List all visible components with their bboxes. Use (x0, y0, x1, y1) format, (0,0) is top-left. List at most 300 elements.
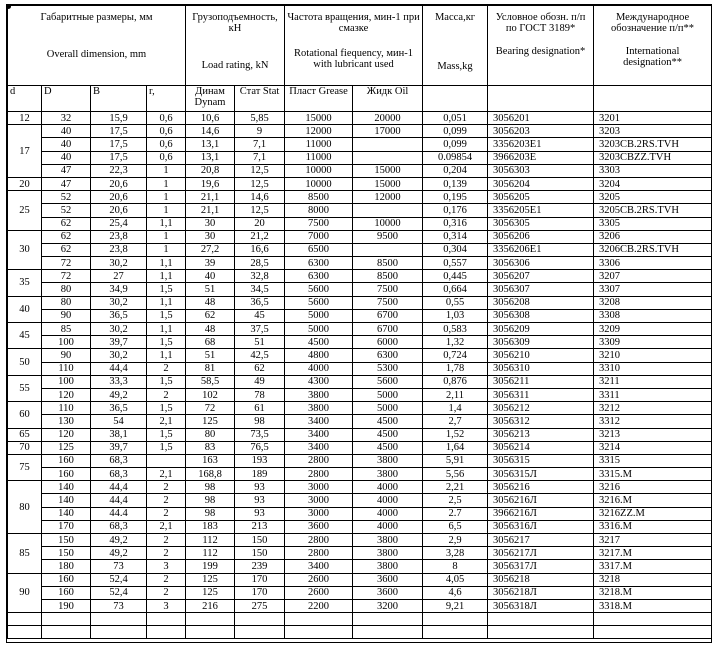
table-cell: 5600 (285, 296, 353, 309)
table-cell: 6000 (353, 336, 423, 349)
table-cell: 7,1 (235, 151, 285, 164)
table-cell: 1,5 (147, 402, 186, 415)
cell-bore-d: 20 (8, 177, 42, 190)
table-cell: 12000 (353, 191, 423, 204)
table-cell: 15,9 (91, 112, 147, 125)
cell-bore-d: 50 (8, 349, 42, 375)
table-cell: 3,28 (423, 547, 488, 560)
table-cell: 73 (91, 599, 147, 612)
table-cell: 3201 (594, 112, 712, 125)
table-cell: 150 (42, 547, 91, 560)
table-cell: 3966216Л (488, 507, 594, 520)
table-cell: 3315 (594, 454, 712, 467)
table-cell: 2,1 (147, 468, 186, 481)
table-cell: 1,78 (423, 362, 488, 375)
table-cell: 4500 (353, 415, 423, 428)
table-row (8, 125, 712, 138)
table-cell: 47 (42, 177, 91, 190)
empty-cell (353, 626, 423, 639)
empty-cell (186, 626, 235, 639)
table-cell: 3056218 (488, 573, 594, 586)
table-row (8, 547, 712, 560)
table-cell: 2 (147, 547, 186, 560)
table-cell: 3216ZZ.M (594, 507, 712, 520)
table-cell: 23,8 (91, 230, 147, 243)
table-cell: 3056208 (488, 296, 594, 309)
table-cell: 3056216Л (488, 494, 594, 507)
bearing-spec-sheet (6, 4, 712, 643)
table-cell: 4,05 (423, 573, 488, 586)
empty-cell (8, 626, 42, 639)
col-dynamic: Динам Dynam (186, 86, 235, 112)
table-cell: 2600 (285, 586, 353, 599)
table-cell: 19,6 (186, 177, 235, 190)
table-cell: 33,3 (91, 375, 147, 388)
table-cell: 2,1 (147, 520, 186, 533)
table-cell: 189 (235, 468, 285, 481)
table-cell: 3056211 (488, 375, 594, 388)
table-cell: 36,5 (91, 309, 147, 322)
table-cell: 3800 (353, 560, 423, 573)
col-gost (488, 86, 594, 112)
table-cell: 4500 (353, 428, 423, 441)
table-cell: 0,55 (423, 296, 488, 309)
table-cell: 40 (42, 138, 91, 151)
table-cell: 5600 (285, 283, 353, 296)
table-cell: 170 (235, 586, 285, 599)
table-cell: 3056204 (488, 177, 594, 190)
empty-cell (42, 626, 91, 639)
table-cell: 8500 (285, 191, 353, 204)
table-cell: 3056217 (488, 534, 594, 547)
col-static: Стат Stat (235, 86, 285, 112)
table-cell: 3056307 (488, 283, 594, 296)
table-cell: 30,2 (91, 349, 147, 362)
table-cell: 49,2 (91, 547, 147, 560)
table-row (8, 520, 712, 533)
table-cell: 3056212 (488, 402, 594, 415)
table-cell: 3310 (594, 362, 712, 375)
table-cell: 3056207 (488, 270, 594, 283)
table-cell: 98 (186, 494, 235, 507)
table-cell: 8500 (353, 257, 423, 270)
table-cell: 170 (235, 573, 285, 586)
table-cell: 0,204 (423, 164, 488, 177)
table-cell: 30 (186, 217, 235, 230)
table-row (8, 191, 712, 204)
table-cell: 14,6 (235, 191, 285, 204)
table-cell: 12,5 (235, 177, 285, 190)
table-cell: 30,2 (91, 296, 147, 309)
table-cell: 3056316Л (488, 520, 594, 533)
header-speed: Частота вращения, мин-1 при смазке Rotational fiequency, мин-1 with lubricant used (285, 6, 423, 86)
table-cell: 3206 (594, 230, 712, 243)
table-cell: 3207 (594, 270, 712, 283)
table-cell: 0,445 (423, 270, 488, 283)
table-cell: 85 (42, 323, 91, 336)
table-cell: 4500 (285, 336, 353, 349)
table-cell: 3315.M (594, 468, 712, 481)
table-cell: 20,6 (91, 191, 147, 204)
table-cell: 3800 (353, 454, 423, 467)
table-cell: 0,6 (147, 151, 186, 164)
table-cell: 12,5 (235, 204, 285, 217)
table-cell: 48 (186, 296, 235, 309)
table-cell: 21,1 (186, 191, 235, 204)
table-cell: 3966203E (488, 151, 594, 164)
table-cell: 7,1 (235, 138, 285, 151)
table-row (8, 309, 712, 322)
table-cell: 3000 (285, 481, 353, 494)
empty-cell (147, 613, 186, 626)
table-cell: 3311 (594, 388, 712, 401)
table-cell: 3056315Л (488, 468, 594, 481)
table-row (8, 454, 712, 467)
table-cell: 1 (147, 164, 186, 177)
table-cell: 3800 (285, 402, 353, 415)
table-row (8, 243, 712, 256)
table-cell: 1,1 (147, 270, 186, 283)
table-cell: 30,2 (91, 323, 147, 336)
table-cell: 120 (42, 388, 91, 401)
table-cell: 1 (147, 230, 186, 243)
table-row (8, 534, 712, 547)
table-cell: 47 (42, 164, 91, 177)
table-cell: 3056317Л (488, 560, 594, 573)
table-cell: 21,1 (186, 204, 235, 217)
col-B: B (91, 86, 147, 112)
table-cell: 0,6 (147, 112, 186, 125)
cell-bore-d: 40 (8, 296, 42, 322)
table-cell: 27,2 (186, 243, 235, 256)
table-cell: 3208 (594, 296, 712, 309)
table-cell: 6300 (285, 270, 353, 283)
header-gost: Условное обозн. п/п по ГОСТ 3189* Bearing designation* (488, 6, 594, 86)
table-cell: 40 (42, 125, 91, 138)
col-oil: Жидк Oil (353, 86, 423, 112)
table-cell: 1 (147, 243, 186, 256)
table-cell: 110 (42, 402, 91, 415)
table-row (8, 375, 712, 388)
table-cell: 3400 (285, 560, 353, 573)
table-cell: 3056216 (488, 481, 594, 494)
table-cell: 2.7 (423, 507, 488, 520)
table-cell: 51 (235, 336, 285, 349)
table-cell: 52,4 (91, 586, 147, 599)
table-body (8, 112, 712, 639)
table-cell: 100 (42, 375, 91, 388)
table-cell: 93 (235, 507, 285, 520)
table-cell: 3600 (353, 573, 423, 586)
table-cell: 15000 (353, 164, 423, 177)
table-cell: 3307 (594, 283, 712, 296)
header-load-rating: Грузоподъемность, кН Load rating, kN (186, 6, 285, 86)
cell-bore-d: 17 (8, 125, 42, 178)
empty-cell (594, 626, 712, 639)
table-cell (353, 151, 423, 164)
table-cell: 12000 (285, 125, 353, 138)
table-row (8, 164, 712, 177)
table-cell: 0,724 (423, 349, 488, 362)
col-grease: Пласт Grease (285, 86, 353, 112)
table-cell: 80 (186, 428, 235, 441)
table-cell: 51 (186, 283, 235, 296)
table-cell: 38,1 (91, 428, 147, 441)
table-cell: 8500 (353, 270, 423, 283)
table-cell: 3056306 (488, 257, 594, 270)
table-cell: 3206CB.2RS.TVH (594, 243, 712, 256)
table-cell: 51 (186, 349, 235, 362)
cell-bore-d: 80 (8, 481, 42, 534)
table-cell: 0.09854 (423, 151, 488, 164)
table-cell: 5000 (353, 402, 423, 415)
table-cell: 2,5 (423, 494, 488, 507)
table-cell: 5600 (353, 375, 423, 388)
table-cell: 93 (235, 481, 285, 494)
empty-cell (235, 613, 285, 626)
table-cell: 40 (186, 270, 235, 283)
table-cell: 30 (186, 230, 235, 243)
table-cell: 3056205 (488, 191, 594, 204)
table-cell: 3209 (594, 323, 712, 336)
table-cell: 3317.M (594, 560, 712, 573)
table-cell: 3218 (594, 573, 712, 586)
table-cell: 3056209 (488, 323, 594, 336)
table-cell: 23,8 (91, 243, 147, 256)
table-cell: 17,5 (91, 151, 147, 164)
table-cell: 3056312 (488, 415, 594, 428)
table-cell: 2 (147, 494, 186, 507)
table-cell: 3400 (285, 428, 353, 441)
table-cell: 110 (42, 362, 91, 375)
table-cell: 1,52 (423, 428, 488, 441)
table-cell: 3800 (353, 534, 423, 547)
table-cell: 80 (42, 283, 91, 296)
cell-bore-d: 75 (8, 454, 42, 480)
table-row (8, 362, 712, 375)
table-cell: 1,64 (423, 441, 488, 454)
table-cell: 54 (91, 415, 147, 428)
table-cell: 3400 (285, 415, 353, 428)
table-cell: 4800 (285, 349, 353, 362)
table-cell: 1 (147, 204, 186, 217)
table-cell: 90 (42, 349, 91, 362)
table-row (8, 323, 712, 336)
table-cell: 10000 (285, 177, 353, 190)
table-cell: 140 (42, 507, 91, 520)
table-cell: 7500 (353, 283, 423, 296)
table-cell: 3056310 (488, 362, 594, 375)
table-cell: 125 (42, 441, 91, 454)
table-cell: 32,8 (235, 270, 285, 283)
table-cell: 3214 (594, 441, 712, 454)
table-cell: 3056201 (488, 112, 594, 125)
table-cell: 3216.M (594, 494, 712, 507)
table-cell: 3316.M (594, 520, 712, 533)
table-cell: 0,139 (423, 177, 488, 190)
table-cell: 44,4 (91, 362, 147, 375)
table-cell: 48 (186, 323, 235, 336)
table-row (8, 428, 712, 441)
col-D: D (42, 86, 91, 112)
table-cell: 4500 (353, 441, 423, 454)
table-cell: 44.4 (91, 507, 147, 520)
empty-cell (285, 626, 353, 639)
empty-cell (8, 613, 42, 626)
table-cell: 2 (147, 573, 186, 586)
table-cell: 49,2 (91, 534, 147, 547)
col-d: d (8, 86, 42, 112)
table-cell: 4,6 (423, 586, 488, 599)
cell-bore-d: 85 (8, 534, 42, 574)
table-cell: 17000 (353, 125, 423, 138)
table-cell: 4000 (353, 481, 423, 494)
table-cell: 7500 (285, 217, 353, 230)
table-cell: 150 (42, 534, 91, 547)
table-cell: 10000 (353, 217, 423, 230)
table-cell: 1,5 (147, 283, 186, 296)
table-cell: 6700 (353, 309, 423, 322)
empty-cell (594, 613, 712, 626)
table-cell: 62 (186, 309, 235, 322)
table-row (8, 230, 712, 243)
table-cell: 3800 (353, 547, 423, 560)
table-cell: 81 (186, 362, 235, 375)
table-cell: 1,5 (147, 441, 186, 454)
table-cell: 0,6 (147, 125, 186, 138)
table-cell: 76,5 (235, 441, 285, 454)
table-cell: 93 (235, 494, 285, 507)
empty-cell (235, 626, 285, 639)
table-cell: 6300 (353, 349, 423, 362)
table-cell: 1,1 (147, 323, 186, 336)
table-row (8, 388, 712, 401)
table-row (8, 599, 712, 612)
table-cell: 3056311 (488, 388, 594, 401)
table-cell: 20,6 (91, 204, 147, 217)
table-cell: 32 (42, 112, 91, 125)
table-row (8, 560, 712, 573)
table-cell: 68 (186, 336, 235, 349)
table-cell: 3205 (594, 191, 712, 204)
table-cell: 25,4 (91, 217, 147, 230)
table-cell: 3205CB.2RS.TVH (594, 204, 712, 217)
table-row (8, 402, 712, 415)
table-cell: 5000 (285, 309, 353, 322)
table-cell: 6,5 (423, 520, 488, 533)
table-cell: 1,1 (147, 217, 186, 230)
table-cell: 20 (235, 217, 285, 230)
table-row (8, 468, 712, 481)
table-cell: 3203CB.2RS.TVH (594, 138, 712, 151)
table-cell: 7000 (285, 230, 353, 243)
table-cell: 120 (42, 428, 91, 441)
table-cell: 3800 (353, 468, 423, 481)
table-cell: 9500 (353, 230, 423, 243)
empty-cell (91, 626, 147, 639)
table-cell: 1,32 (423, 336, 488, 349)
table-cell: 17,5 (91, 138, 147, 151)
table-cell: 16,6 (235, 243, 285, 256)
cell-bore-d: 65 (8, 428, 42, 441)
table-cell: 1,1 (147, 257, 186, 270)
table-cell: 39 (186, 257, 235, 270)
cell-bore-d: 45 (8, 323, 42, 349)
table-cell: 4000 (353, 520, 423, 533)
table-cell: 61 (235, 402, 285, 415)
table-cell: 37,5 (235, 323, 285, 336)
table-cell: 1,1 (147, 296, 186, 309)
table-cell: 130 (42, 415, 91, 428)
table-cell: 72 (42, 257, 91, 270)
table-cell: 34,9 (91, 283, 147, 296)
table-cell: 1,5 (147, 336, 186, 349)
col-intl (594, 86, 712, 112)
table-cell: 6300 (285, 257, 353, 270)
table-cell: 68,3 (91, 454, 147, 467)
col-mass (423, 86, 488, 112)
table-cell: 73,5 (235, 428, 285, 441)
empty-cell (488, 626, 594, 639)
table-cell: 112 (186, 534, 235, 547)
table-row (8, 349, 712, 362)
table-cell: 36,5 (235, 296, 285, 309)
table-cell: 36,5 (91, 402, 147, 415)
table-cell: 49,2 (91, 388, 147, 401)
table-cell: 21,2 (235, 230, 285, 243)
header-international: Международное обозначение п/п** International designation** (594, 6, 712, 86)
table-cell: 1 (147, 177, 186, 190)
table-cell: 2800 (285, 454, 353, 467)
table-row (8, 283, 712, 296)
table-cell: 11000 (285, 138, 353, 151)
table-cell: 163 (186, 454, 235, 467)
table-cell: 5,56 (423, 468, 488, 481)
table-cell: 199 (186, 560, 235, 573)
table-cell: 40 (42, 151, 91, 164)
table-cell: 4000 (353, 507, 423, 520)
table-cell: 3203CBZZ.TVH (594, 151, 712, 164)
table-cell: 6500 (285, 243, 353, 256)
table-cell: 3212 (594, 402, 712, 415)
table-cell: 160 (42, 468, 91, 481)
table-cell (353, 243, 423, 256)
table-cell: 4000 (285, 362, 353, 375)
table-cell: 3056217Л (488, 547, 594, 560)
table-cell: 3306 (594, 257, 712, 270)
table-row (8, 441, 712, 454)
table-cell: 3056318Л (488, 599, 594, 612)
table-cell: 160 (42, 586, 91, 599)
table-cell: 125 (186, 415, 235, 428)
table-cell: 102 (186, 388, 235, 401)
table-cell: 98 (235, 415, 285, 428)
table-cell: 4000 (353, 494, 423, 507)
table-cell: 3305 (594, 217, 712, 230)
table-cell: 1,5 (147, 375, 186, 388)
table-row (8, 112, 712, 125)
table-row (8, 415, 712, 428)
table-cell: 0,176 (423, 204, 488, 217)
table-cell: 1,1 (147, 349, 186, 362)
table-cell: 2 (147, 388, 186, 401)
table-cell: 3356206E1 (488, 243, 594, 256)
table-cell: 44,4 (91, 481, 147, 494)
table-cell: 8000 (285, 204, 353, 217)
table-cell: 3216 (594, 481, 712, 494)
table-cell: 83 (186, 441, 235, 454)
table-cell: 73 (91, 560, 147, 573)
